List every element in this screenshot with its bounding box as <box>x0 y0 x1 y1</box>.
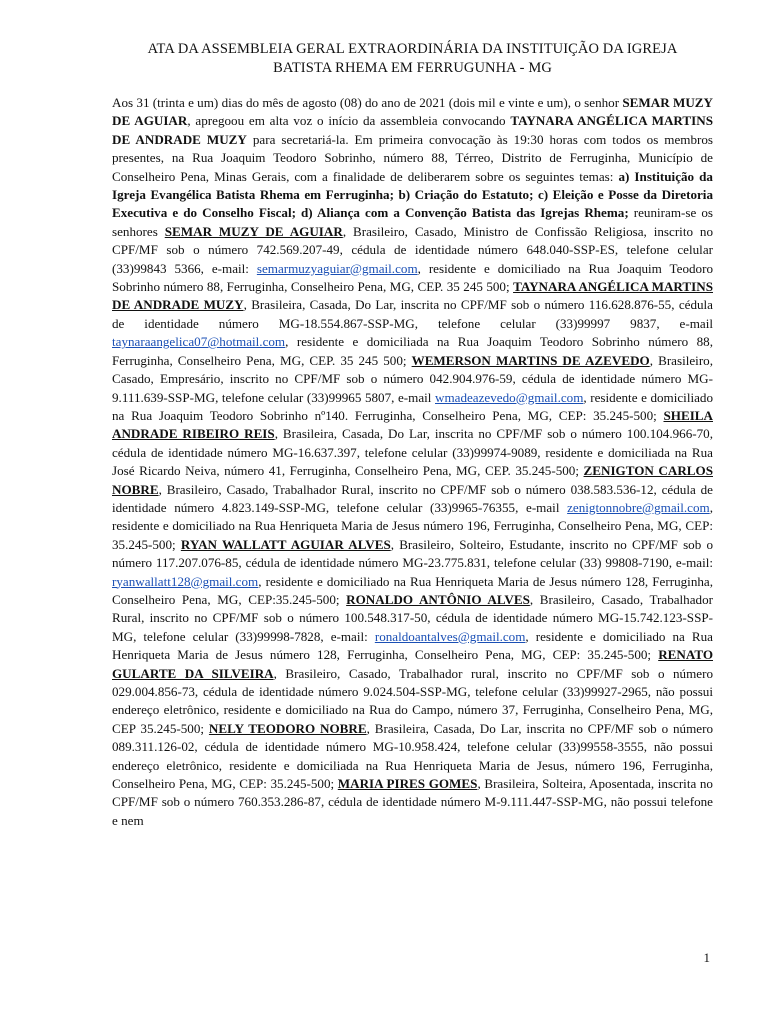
body-text: , apregoou em alta voz o início da assembleia convocando <box>187 113 511 129</box>
body-text: , residente e domiciliado na Rua Joaquim Teodoro Sobrinho número 88, Ferruginha, Conselheiro Pena, MG, CEP. 35 245 500; <box>112 260 713 295</box>
body-text: Aos 31 (trinta e um) dias do mês de agosto (08) do ano de 2021 (dois mil e vinte e um), o senhor <box>112 95 623 110</box>
document-body <box>112 94 713 830</box>
email-link[interactable]: ronaldoantalves@gmail.com <box>374 628 526 644</box>
body-text: para secretariá-la. Em primeira convocação às 19:30 horas com todos os membros presentes, na Rua Joaquim Teodoro Sobrinho, número 88, Térreo, Distrito de Ferruginha, Município de Conselheiro Pena, Minas Gerais, com a finalidade de deliberarem sobre os seguintes temas: <box>112 131 713 184</box>
body-text: , residente e domiciliado na Rua Henriqueta Maria de Jesus número 196, Ferruginha, Conselheiro Pena, MG, CEP: 35.245-500; <box>112 499 713 552</box>
member-name: SEMAR MUZY DE AGUIAR <box>164 223 343 239</box>
body-text: , residente e domiciliada na Rua Joaquim Teodoro Sobrinho número 88, Ferruginha, Conselheiro Pena, MG, CEP. 35 245 500; <box>112 334 713 368</box>
body-text: , Brasileira, Casada, Do Lar, inscrita no CPF/MF sob o número 116.628.876-55, cédula de identidade número MG-18.554.867-SSP-MG, telefone celular (33)99997 9837, e-mail <box>112 297 713 331</box>
body-text: , Brasileiro, Casado, Empresário, inscrito no CPF/MF sob o número 042.904.976-59, cédula de identidade número MG-9.111.639-SSP-MG, telefone celular (33)99965 5807, e-mail <box>112 352 713 405</box>
member-name: NELY TEODORO NOBRE <box>208 720 367 736</box>
member-name: WEMERSON MARTINS DE AZEVEDO <box>411 352 650 368</box>
email-link[interactable]: zenigtonnobre@gmail.com <box>567 499 710 515</box>
body-text: , residente e domiciliado na Rua Henriqueta Maria de Jesus número 128, Ferruginha, Conselheiro Pena, MG, CEP:35.245-500; <box>112 573 713 607</box>
body-text: , Brasileira, Casada, Do Lar, inscrita no CPF/MF sob o número 100.104.966-70, cédula de identidade número MG-16.637.397, telefone celular (33)99974-9089, residente e domiciliada na Rua José Ricardo Neiva, número 41, Ferruginha, Conselheiro Pena, MG, CEP. 35.245-500; <box>112 426 713 479</box>
member-name: RENATO GULARTE DA SILVEIRA <box>112 647 713 681</box>
member-name: SHEILA ANDRADE RIBEIRO REIS <box>112 407 713 442</box>
secretary-name: TAYNARA ANGÉLICA MARTINS DE ANDRADE MUZY <box>112 113 713 147</box>
body-text: , residente e domiciliado na Rua Henriqueta Maria de Jesus número 128, Ferruginha, Conselheiro Pena, MG, CEP: 35.245-500; <box>112 628 713 663</box>
member-name: MARIA PIRES GOMES <box>337 776 478 792</box>
body-text: , residente e domiciliado na Rua Joaquim Teodoro Sobrinho nº140. Ferruginha, Conselheiro Pena, MG, CEP: 35.245-500; <box>112 389 714 423</box>
member-name: TAYNARA ANGÉLICA MARTINS DE ANDRADE MUZY <box>112 279 713 313</box>
body-text: , Brasileiro, Casado, Trabalhador rural, inscrito no CPF/MF sob o número 029.004.856-73, cédula de identidade número 9.024.504-SSP-MG, telefone celular (33)99927-2965, não possui endereço eletrônico, residente e domiciliado na Rua do Campo, número 37, Ferruginha, Conselheiro Pena, MG, CEP 35.245-500; <box>112 665 714 736</box>
body-text: , Brasileiro, Casado, Ministro de Confissão Religiosa, inscrito no CPF/MF sob o número 742.569.207-49, cédula de identidade número 648.040-SSP-ES, telefone celular (33)99843 5366, e-mail: <box>112 223 713 276</box>
member-name: RONALDO ANTÔNIO ALVES <box>346 591 530 607</box>
body-text: , Brasileiro, Casado, Trabalhador Rural, inscrito no CPF/MF sob o número 100.548.317-50, cédula de identidade número MG-15.742.123-SSP-MG, telefone celular (33)99998-7828, e-mail: <box>112 591 713 644</box>
member-name: RYAN WALLATT AGUIAR ALVES <box>180 536 391 552</box>
email-link[interactable]: taynaraangelica07@hotmail.com <box>112 334 286 350</box>
title-line-2: BATISTA RHEMA EM FERRUGUNHA - MG <box>273 60 552 76</box>
title-line-1: ATA DA ASSEMBLEIA GERAL EXTRAORDINÁRIA DA INSTITUIÇÃO DA IGREJA <box>147 41 678 57</box>
body-text: , Brasileiro, Casado, Trabalhador Rural, inscrito no CPF/MF sob o número 038.583.536-12, cédula de identidade número 4.823.149-SSP-MG, telefone celular (33)9965-76355, e-mail <box>112 481 713 515</box>
body-text: , Brasileira, Casada, Do Lar, inscrita no CPF/MF sob o número 089.311.126-02, cédula de identidade número MG-10.958.424, telefone celular (33)99558-3555, não possui endereço eletrônico, residente e domiciliada na Rua Henriqueta Maria de Jesus, número 196, Ferruginha, Conselheiro Pena, MG, CEP: 35.245-500; <box>112 720 713 792</box>
member-name: ZENIGTON CARLOS NOBRE <box>112 463 713 497</box>
presiding-name: SEMAR MUZY DE AGUIAR <box>112 95 713 129</box>
email-link[interactable]: semarmuzyaguiar@gmail.com <box>256 260 418 276</box>
body-text: reuniram-se os senhores <box>112 205 714 239</box>
document-title <box>112 40 713 78</box>
body-text: , Brasileira, Solteira, Aposentada, inscrita no CPF/MF sob o número 760.353.286-87, cédula de identidade número M-9.111.447-SSP-MG, não possui telefone e nem <box>112 776 713 828</box>
page-number: 1 <box>703 950 710 965</box>
email-link[interactable]: ryanwallatt128@gmail.com <box>112 573 259 589</box>
body-text: , Brasileiro, Solteiro, Estudante, inscrito no CPF/MF sob o número 117.207.076-85, cédula de identidade número MG-23.775.831, telefone celular (33) 99808-7190, e-mail: <box>112 536 714 571</box>
email-link[interactable]: wmadeazevedo@gmail.com <box>435 389 584 405</box>
agenda-items: a) Instituição da Igreja Evangélica Batista Rhema em Ferruginha; b) Criação do Estatuto; c) Eleição e Posse da Diretoria Executiva e do Conselho Fiscal; d) Aliança com a Convenção Batista das Igrejas Rhema; <box>112 168 713 221</box>
